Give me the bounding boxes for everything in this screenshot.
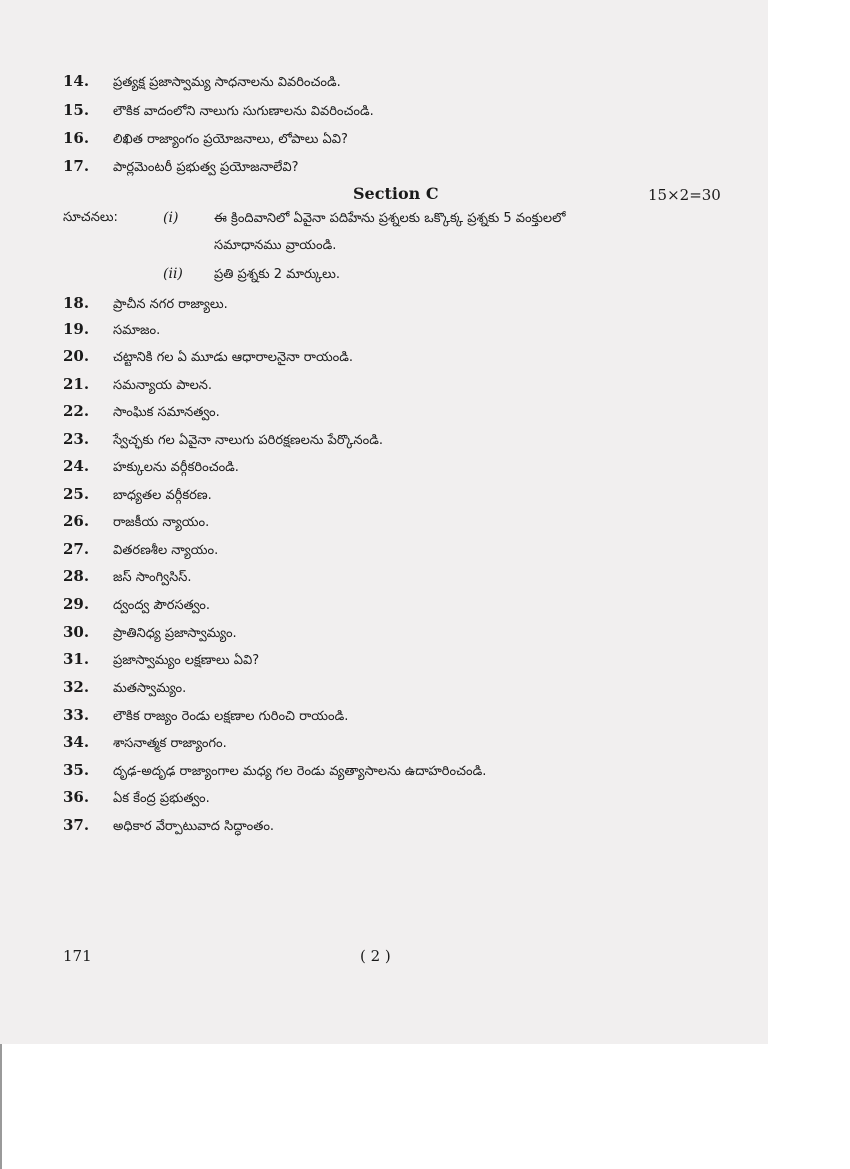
question-31 <box>63 646 259 672</box>
question-25 <box>63 481 212 507</box>
question-number: 19. <box>63 320 90 338</box>
question-30 <box>63 619 237 645</box>
question-37 <box>63 812 274 838</box>
question-number: 18. <box>63 294 90 312</box>
question-text: ఏక కేంద్ర ప్రభుత్వం. <box>113 791 210 806</box>
question-14 <box>63 68 341 94</box>
question-text: శాసనాత్మక రాజ్యాంగం. <box>113 736 227 751</box>
question-number: 25. <box>63 485 90 503</box>
question-28 <box>63 563 191 589</box>
question-text: సమాజం. <box>113 323 161 338</box>
question-number: 14. <box>63 72 90 90</box>
question-number: 32. <box>63 678 90 696</box>
question-number: 33. <box>63 706 90 724</box>
question-26 <box>63 508 209 534</box>
question-text: ప్రజాస్వామ్యం లక్షణాలు ఏవి? <box>113 653 260 668</box>
question-23 <box>63 426 383 452</box>
question-text: ప్రాతినిధ్య ప్రజాస్వామ్యం. <box>113 626 237 641</box>
question-text: లౌకిక రాజ్యం రెండు లక్షణాల గురించి రాయండి. <box>113 709 349 724</box>
question-text: స్వేచ్ఛకు గల ఏవైనా నాలుగు పరిరక్షణలను పేర్కొనండి. <box>113 433 384 448</box>
question-21 <box>63 371 212 397</box>
question-34 <box>63 729 227 755</box>
question-number: 37. <box>63 816 90 834</box>
question-text: మతస్వామ్యం. <box>113 681 187 696</box>
question-text: ప్రాచీన నగర రాజ్యాలు. <box>113 297 228 312</box>
question-text: చట్టానికి గల ఏ మూడు ఆధారాలనైనా రాయండి. <box>113 350 354 365</box>
question-text: ప్రత్యక్ష ప్రజాస్వామ్య సాధనాలను వివరించండి. <box>113 75 341 90</box>
question-text: అధికార వేర్పాటువాద సిద్ధాంతం. <box>113 819 275 834</box>
question-text: హక్కులను వర్గీకరించండి. <box>113 460 239 475</box>
question-number: 27. <box>63 540 90 558</box>
question-text: ద్వంద్వ పౌరసత్వం. <box>113 598 211 613</box>
question-19 <box>63 316 160 342</box>
question-33 <box>63 702 348 728</box>
instructions-label: సూచనలు: <box>63 210 118 225</box>
question-22 <box>63 398 220 424</box>
question-35 <box>63 757 486 783</box>
question-number: 20. <box>63 347 90 365</box>
question-text: వితరణశీల న్యాయం. <box>113 543 219 558</box>
instruction-text: ప్రతి ప్రశ్నకు 2 మార్కులు. <box>214 267 340 282</box>
question-number: 17. <box>63 157 90 175</box>
question-text: పార్లమెంటరీ ప్రభుత్వ ప్రయోజనాలేవి? <box>113 160 299 175</box>
question-text: లిఖిత రాజ్యాంగం ప్రయోజనాలు, లోపాలు ఏవి? <box>113 132 348 147</box>
question-number: 35. <box>63 761 90 779</box>
question-number: 26. <box>63 512 90 530</box>
question-15 <box>63 97 374 123</box>
question-24 <box>63 453 239 479</box>
question-number: 34. <box>63 733 90 751</box>
section-title: Section C <box>353 184 439 203</box>
question-text: సాంఘిక సమానత్వం. <box>113 405 220 420</box>
instruction-text: సమాధానము వ్రాయండి. <box>214 238 337 253</box>
question-number: 22. <box>63 402 90 420</box>
section-marks: 15×2=30 <box>648 186 721 204</box>
question-number: 30. <box>63 623 90 641</box>
question-number: 28. <box>63 567 90 585</box>
question-number: 21. <box>63 375 90 393</box>
question-number: 15. <box>63 101 90 119</box>
question-text: లౌకిక వాదంలోని నాలుగు సుగుణాలను వివరించండి. <box>113 104 374 119</box>
question-18 <box>63 290 228 316</box>
question-32 <box>63 674 186 700</box>
question-number: 36. <box>63 788 90 806</box>
question-number: 16. <box>63 129 90 147</box>
question-16 <box>63 125 348 151</box>
question-number: 31. <box>63 650 90 668</box>
paper-code: 171 <box>63 947 92 965</box>
instruction-index: (ii) <box>163 266 183 282</box>
question-20 <box>63 343 353 369</box>
instruction-text: ఈ క్రిందివానిలో ఏవైనా పదిహేను ప్రశ్నలకు ఒక్కొక్క ప్రశ్నకు 5 వంక్తులలో <box>214 211 566 226</box>
question-text: రాజకీయ న్యాయం. <box>113 515 210 530</box>
instruction-index: (i) <box>163 210 179 226</box>
question-number: 23. <box>63 430 90 448</box>
question-number: 29. <box>63 595 90 613</box>
question-17 <box>63 153 298 179</box>
question-27 <box>63 536 218 562</box>
page-number: ( 2 ) <box>360 947 391 965</box>
question-text: జస్ సాంగ్విసిస్. <box>113 570 192 585</box>
question-36 <box>63 784 210 810</box>
question-number: 24. <box>63 457 90 475</box>
question-text: బాధ్యతల వర్గీకరణ. <box>113 488 212 503</box>
question-text: సమన్యాయ పాలన. <box>113 378 213 393</box>
question-text: దృఢ-అదృఢ రాజ్యాంగాల మధ్య గల రెండు వ్యత్యాసాలను ఉదాహరించండి. <box>113 764 487 779</box>
question-29 <box>63 591 210 617</box>
